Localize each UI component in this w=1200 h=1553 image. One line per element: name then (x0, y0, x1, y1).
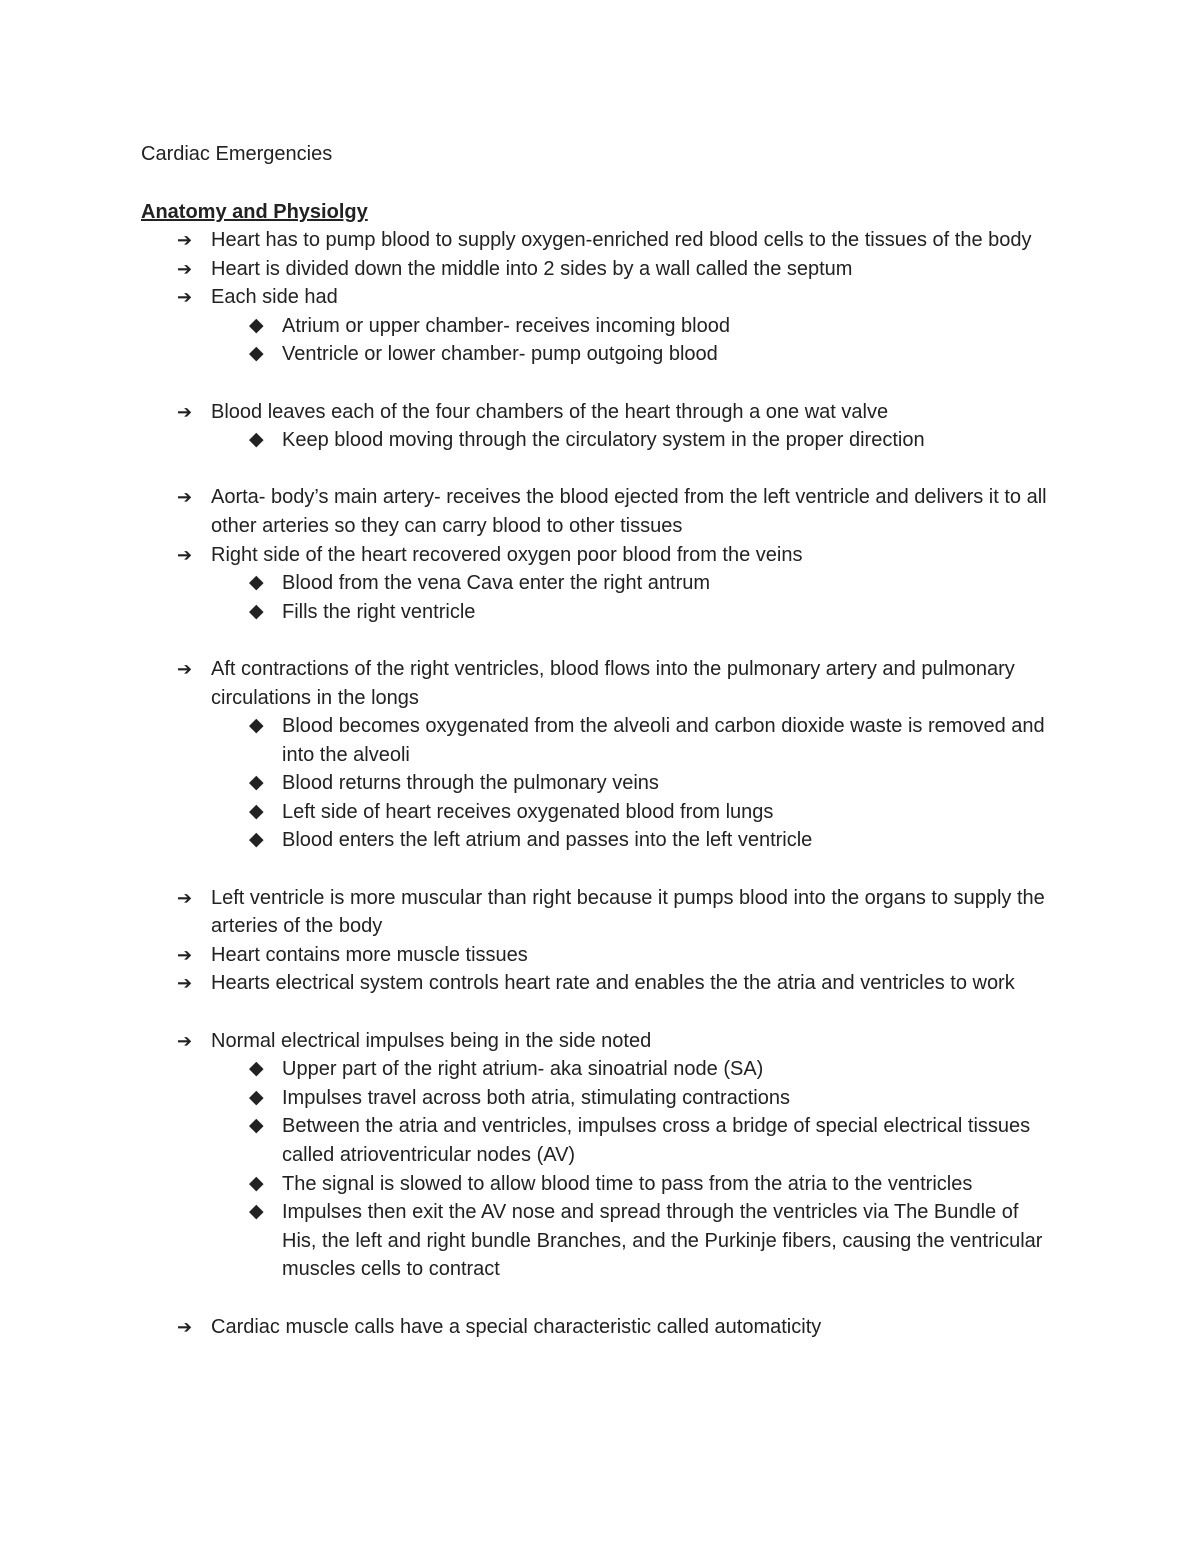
list-item (0, 941, 1056, 970)
list-item-text: Heart contains more muscle tissues (211, 943, 528, 966)
arrow-bullet-icon: ➔ (177, 973, 193, 994)
diamond-bullet-icon: ◆ (249, 1086, 264, 1108)
arrow-bullet-icon: ➔ (177, 1030, 193, 1051)
list-item-text: Blood enters the left atrium and passes into the left ventricle (282, 829, 813, 852)
list-item-text: Blood becomes oxygenated from the alveoli and carbon dioxide waste is removed and into the alveoli (282, 715, 1045, 766)
blank-line (0, 369, 1200, 398)
blank-line (0, 855, 1200, 884)
diamond-bullet-icon: ◆ (249, 1201, 264, 1223)
sub-list-item (0, 1084, 1057, 1113)
list-item-text: Aorta- body’s main artery- receives the blood ejected from the left ventricle and delivers it to all other arteries so they can carry blood to other tissues (211, 486, 1047, 537)
list-item-text: Blood from the vena Cava enter the right antrum (282, 572, 711, 595)
list-item-text: Aft contractions of the right ventricles, blood flows into the pulmonary artery and pulmonary circulations in the longs (211, 657, 1015, 709)
arrow-bullet-icon: ➔ (177, 1316, 193, 1337)
list-item-text: Left side of heart receives oxygenated blood from lungs (282, 800, 774, 823)
list-item-text: Impulses travel across both atria, stimulating contractions (282, 1086, 790, 1109)
sub-list-item (0, 712, 1057, 769)
arrow-bullet-icon: ➔ (177, 287, 193, 308)
sub-list-item (0, 1198, 1057, 1284)
diamond-bullet-icon: ◆ (249, 1115, 264, 1137)
bullet-list (0, 226, 1200, 1341)
page-title: Cardiac Emergencies (141, 143, 333, 165)
blank-line (0, 626, 1200, 655)
sub-list-item (0, 569, 1057, 598)
list-item (0, 398, 1056, 427)
list-item-text: Heart has to pump blood to supply oxygen-enriched red blood cells to the tissues of the body (211, 229, 1032, 251)
diamond-bullet-icon: ◆ (249, 1058, 264, 1080)
list-item-text: Blood leaves each of the four chambers of the heart through a one wat valve (211, 400, 889, 423)
diamond-bullet-icon: ◆ (249, 343, 264, 365)
list-item-text: Ventricle or lower chamber- pump outgoing blood (282, 343, 718, 366)
list-item-text: The signal is slowed to allow blood time to pass from the atria to the ventricles (282, 1172, 973, 1195)
list-item (0, 969, 1056, 998)
sub-list-item (0, 769, 1057, 798)
list-item-text: Each side had (211, 286, 338, 309)
sub-list-item (0, 1055, 1057, 1084)
sub-list-item (0, 798, 1057, 827)
list-item-text: Keep blood moving through the circulatory system in the proper direction (282, 429, 925, 452)
list-item (0, 1313, 1056, 1342)
sub-list-item (0, 598, 1057, 627)
arrow-bullet-icon: ➔ (177, 401, 193, 422)
list-item-text: Atrium or upper chamber- receives incoming blood (282, 314, 730, 337)
sub-list-item (0, 426, 1057, 455)
list-item-text: Right side of the heart recovered oxygen poor blood from the veins (211, 543, 803, 566)
list-item-text: Hearts electrical system controls heart rate and enables the the atria and ventricles to work (211, 972, 1015, 995)
arrow-bullet-icon: ➔ (177, 944, 193, 965)
blank-line (0, 998, 1200, 1027)
diamond-bullet-icon: ◆ (249, 800, 264, 822)
arrow-bullet-icon: ➔ (177, 887, 193, 908)
list-item (0, 655, 1056, 712)
sub-list-item (0, 1112, 1057, 1169)
list-item-text: Upper part of the right atrium- aka sinoatrial node (SA) (282, 1058, 764, 1081)
list-item-text: Fills the right ventricle (282, 600, 476, 623)
list-item (0, 884, 1056, 941)
diamond-bullet-icon: ◆ (249, 829, 264, 851)
blank-line (0, 1284, 1200, 1313)
list-item-text: Left ventricle is more muscular than right because it pumps blood into the organs to supply the arteries of the body (211, 886, 1045, 938)
diamond-bullet-icon: ◆ (249, 715, 264, 737)
blank-line (0, 455, 1200, 484)
diamond-bullet-icon: ◆ (249, 572, 264, 594)
sub-list-item (0, 312, 1057, 341)
sub-list-item (0, 826, 1057, 855)
sub-list-item (0, 1170, 1057, 1199)
list-item (0, 226, 1056, 255)
list-item-text: Heart is divided down the middle into 2 sides by a wall called the septum (211, 257, 853, 280)
list-item-text: Normal electrical impulses being in the side noted (211, 1029, 652, 1052)
section-heading: Anatomy and Physiolgy (141, 201, 368, 223)
arrow-bullet-icon: ➔ (177, 487, 193, 508)
list-item (0, 1027, 1056, 1056)
list-item-text: Cardiac muscle calls have a special characteristic called automaticity (211, 1315, 822, 1338)
list-item (0, 541, 1056, 570)
list-item-text: Impulses then exit the AV nose and spread through the ventricles via The Bundle of His, the left and right bundle Branches, and the Purkinje fibers, causing the ventricular muscles cells to contract (282, 1201, 1043, 1281)
list-item-text: Between the atria and ventricles, impulses cross a bridge of special electrical tissues called atrioventricular nodes (AV) (282, 1115, 1031, 1166)
list-item (0, 483, 1056, 540)
arrow-bullet-icon: ➔ (177, 658, 193, 679)
diamond-bullet-icon: ◆ (249, 314, 264, 336)
arrow-bullet-icon: ➔ (177, 544, 193, 565)
diamond-bullet-icon: ◆ (249, 600, 264, 622)
arrow-bullet-icon: ➔ (177, 230, 193, 250)
diamond-bullet-icon: ◆ (249, 429, 264, 451)
list-item (0, 283, 1056, 312)
arrow-bullet-icon: ➔ (177, 258, 193, 279)
sub-list-item (0, 340, 1057, 369)
list-item-text: Blood returns through the pulmonary veins (282, 772, 659, 795)
diamond-bullet-icon: ◆ (249, 1172, 264, 1194)
list-item (0, 255, 1056, 284)
diamond-bullet-icon: ◆ (249, 772, 264, 794)
